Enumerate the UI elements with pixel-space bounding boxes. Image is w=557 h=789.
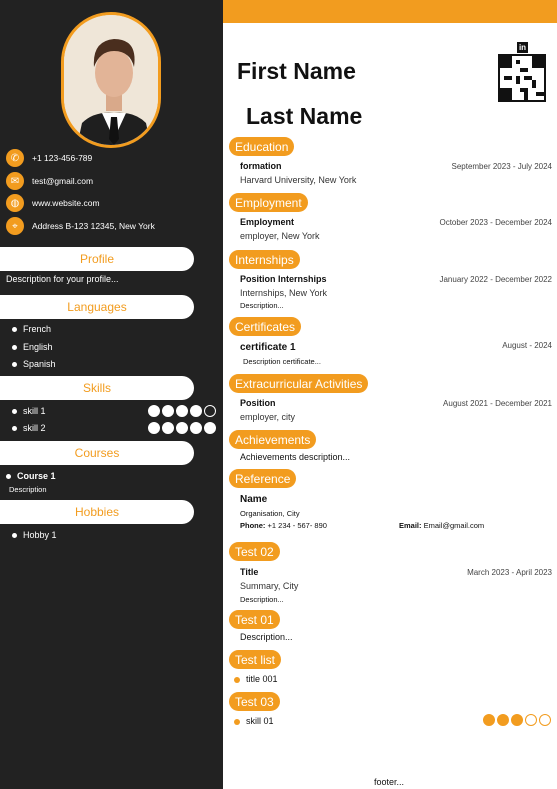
internship-date: January 2022 - December 2022 bbox=[439, 275, 552, 284]
certificate-name: certificate 1 bbox=[240, 342, 296, 353]
employment-date: October 2023 - December 2024 bbox=[439, 218, 552, 227]
email-text: test@gmail.com bbox=[32, 176, 94, 186]
website-text: www.website.com bbox=[32, 198, 100, 208]
top-accent-bar bbox=[223, 0, 557, 23]
reference-name: Name bbox=[240, 494, 268, 505]
test01-desc: Description... bbox=[240, 632, 293, 642]
languages-heading: Languages bbox=[0, 295, 194, 319]
employment-heading: Employment bbox=[229, 193, 308, 212]
hobby-item: Hobby 1 bbox=[12, 530, 57, 540]
footer-text: footer... bbox=[374, 777, 405, 787]
reference-org: Organisation, City bbox=[240, 509, 300, 518]
test02-heading: Test 02 bbox=[229, 542, 280, 561]
employment-role: Employment bbox=[240, 217, 295, 227]
course-name: Course 1 bbox=[6, 471, 56, 481]
skill-item: skill 1 bbox=[12, 406, 46, 416]
internship-role: Position Internships bbox=[240, 274, 327, 284]
sidebar bbox=[0, 0, 223, 789]
language-item: French bbox=[12, 324, 51, 334]
extracurricular-heading: Extracurricular Activities bbox=[229, 374, 368, 393]
contact-phone bbox=[6, 149, 92, 167]
profile-text: Description for your profile... bbox=[6, 274, 119, 284]
test02-desc: Description... bbox=[240, 595, 284, 604]
skill-item: skill 2 bbox=[12, 423, 46, 433]
test03-item: skill 01 bbox=[234, 716, 274, 726]
reference-heading: Reference bbox=[229, 469, 296, 488]
email-icon: ✉ bbox=[6, 172, 24, 190]
internship-org: Internships, New York bbox=[240, 288, 328, 298]
courses-heading: Courses bbox=[0, 441, 194, 465]
internship-desc: Description... bbox=[240, 301, 284, 310]
test01-heading: Test 01 bbox=[229, 610, 280, 629]
test02-date: March 2023 - April 2023 bbox=[467, 568, 552, 577]
contact-address bbox=[6, 217, 155, 235]
first-name: First Name bbox=[237, 58, 356, 84]
extracurricular-date: August 2021 - December 2021 bbox=[443, 399, 552, 408]
language-item: English bbox=[12, 342, 53, 352]
employment-org: employer, New York bbox=[240, 231, 320, 241]
last-name: Last Name bbox=[246, 103, 363, 129]
phone-text: +1 123-456-789 bbox=[32, 153, 93, 163]
reference-phone: Phone: +1 234 - 567- 890 bbox=[240, 521, 327, 530]
internships-heading: Internships bbox=[229, 250, 300, 269]
profile-heading: Profile bbox=[0, 247, 194, 271]
globe-icon: ◍ bbox=[6, 194, 24, 212]
testlist-heading: Test list bbox=[229, 650, 281, 669]
phone-icon: ✆ bbox=[6, 149, 24, 167]
education-heading: Education bbox=[229, 137, 294, 156]
certificates-heading: Certificates bbox=[229, 317, 301, 336]
test03-rating bbox=[483, 714, 551, 726]
test03-heading: Test 03 bbox=[229, 692, 280, 711]
education-org: Harvard University, New York bbox=[240, 175, 357, 185]
contact-email bbox=[6, 172, 93, 190]
achievements-desc: Achievements description... bbox=[240, 452, 351, 462]
profile-photo bbox=[61, 12, 161, 148]
testlist-item: title 001 bbox=[234, 674, 278, 684]
education-role: formation bbox=[240, 161, 282, 171]
test02-role: Title bbox=[240, 567, 259, 577]
reference-email: Email: Email@gmail.com bbox=[399, 521, 485, 530]
education-date: September 2023 - July 2024 bbox=[451, 162, 552, 171]
certificate-desc: Description certificate... bbox=[243, 357, 321, 366]
language-item: Spanish bbox=[12, 359, 56, 369]
address-text: Address B-123 12345, New York bbox=[32, 221, 155, 231]
certificate-date: August - 2024 bbox=[502, 341, 552, 350]
test02-org: Summary, City bbox=[240, 581, 299, 591]
skill-1-rating bbox=[148, 405, 216, 417]
hobbies-heading: Hobbies bbox=[0, 500, 194, 524]
extracurricular-org: employer, city bbox=[240, 412, 296, 422]
skills-heading: Skills bbox=[0, 376, 194, 400]
course-desc: Description bbox=[9, 485, 47, 494]
location-icon: ⌖ bbox=[6, 217, 24, 235]
achievements-heading: Achievements bbox=[229, 430, 316, 449]
qr-code bbox=[498, 54, 546, 102]
extracurricular-role: Position bbox=[240, 398, 276, 408]
skill-2-rating bbox=[148, 422, 216, 434]
linkedin-icon[interactable]: in bbox=[518, 43, 527, 52]
contact-website bbox=[6, 194, 100, 212]
